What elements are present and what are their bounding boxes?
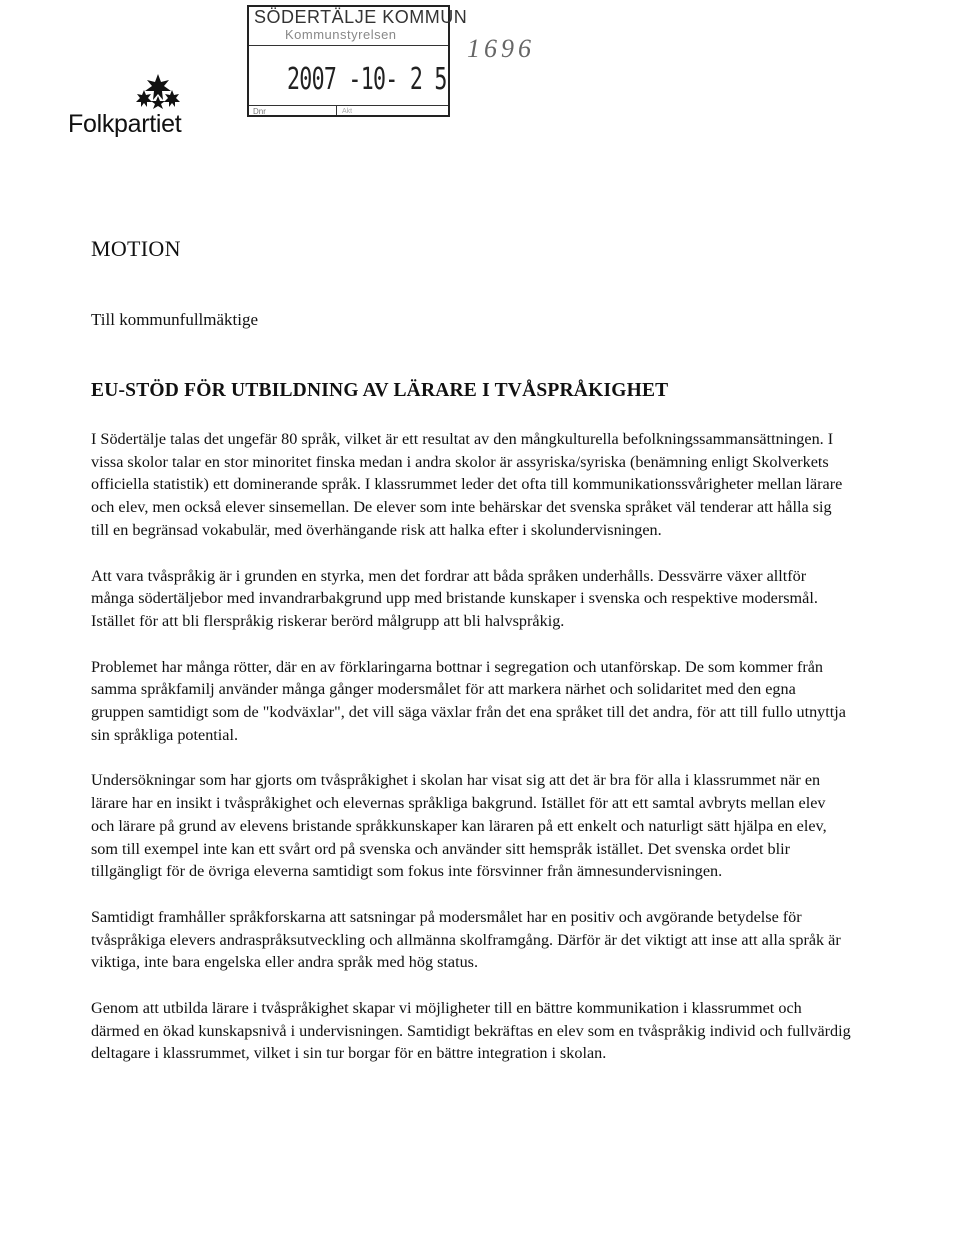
handwritten-number: 1696: [467, 34, 535, 63]
stamp-akt-label: Akt: [342, 108, 353, 115]
stamp-department: Kommunstyrelsen: [285, 27, 397, 42]
stamp-divider-bottom: [249, 105, 448, 106]
body-paragraph: Problemet har många rötter, där en av förklaringarna bottnar i segregation och utanförskap. De som kommer från samma språkfamilj använder många gånger modersmålet för att markera närhet och solidaritet med den egna gruppen samtidigt som de "kodväxlar", det vill säga växlar från det ena språket till det andra, för att till fullo utnyttja sin språkliga potential.: [91, 657, 846, 744]
body-paragraph: Samtidigt framhåller språkforskarna att satsningar på modersmålet har en positiv och avgörande betydelse för tvåspråkiga elevers andraspråksutveckling och allmänna skolframgång. Därför är det viktigt att inse att alla språk är viktiga, inte bara engelska eller andra språk med hög status.: [91, 907, 841, 972]
party-name: Folkpartiet: [68, 110, 182, 138]
stamp-dnr-label: Dnr: [253, 107, 266, 116]
received-stamp: [247, 5, 468, 117]
addressee: Till kommunfullmäktige: [91, 310, 259, 329]
stamp-divider-vertical: [336, 105, 337, 115]
motion-body: [91, 428, 851, 1088]
body-paragraph: Att vara tvåspråkig är i grunden en styrka, men det fordrar att båda språken underhålls. Dessvärre växer alltför många södertäljebor med invandrarbakgrund upp med bristande kunskaper i svenska och respektive modersmål. Istället för att bli flerspråkig riskerar berörd målgrupp att bli halvspråkig.: [91, 566, 818, 630]
document-heading: MOTION: [91, 236, 181, 261]
motion-title: EU-STÖD FÖR UTBILDNING AV LÄRARE I TVÅSPRÅKIGHET: [91, 380, 669, 401]
folkpartiet-cornflower-logo-icon: [136, 72, 180, 110]
stamp-organisation: SÖDERTÄLJE KOMMUN: [254, 7, 468, 27]
stamp-divider-top: [249, 45, 448, 46]
stamp-date: 2007 -10- 2 5: [287, 62, 447, 97]
body-paragraph: Genom att utbilda lärare i tvåspråkighet skapar vi möjligheter till en bättre kommunikation i klassrummet och därmed en ökad kunskapsnivå i undervisningen. Samtidigt bekräftas en elev som en tvåspråkig individ och fullvärdig deltagare i klassrummet, vilket i sin tur borgar för en bättre integration i skolan.: [91, 999, 851, 1063]
body-paragraph: Undersökningar som har gjorts om tvåspråkighet i skolan har visat sig att det är bra för alla i klassrummet när en lärare har en insikt i tvåspråkighet och elevernas språkliga bakgrund. Istället för att ett samtal avbryts mellan elev och lärare på grund av elevens bristande språkkunskaper kan läraren på ett enkelt och naturligt sätt hjälpa en elev, som till exempel inte kan ett svårt ord på svenska och använder sitt hemspråk istället. Det svenska ordet blir tillgängligt för de övriga eleverna samtidigt som fokus inte försvinner från ämnesundervisningen.: [91, 771, 827, 881]
body-paragraph: I Södertälje talas det ungefär 80 språk, vilket är ett resultat av den mångkulturella befolkningssammansättningen. I vissa skolor talar en stor minoritet finska medan i andra skolor är assyriska/syriska (benämning enligt Skolverkets officiella statistik) ett dominerande språk. I klassrummet leder det ofta till kommunikationssvårigheter mellan lärare och elev, men också elever sinsemellan. De elever som inte behärskar det svenska språket väl tenderar att hålla sig till en begränsad vokabulär, med överhängande risk att halka efter i skolundervisningen.: [91, 430, 843, 539]
